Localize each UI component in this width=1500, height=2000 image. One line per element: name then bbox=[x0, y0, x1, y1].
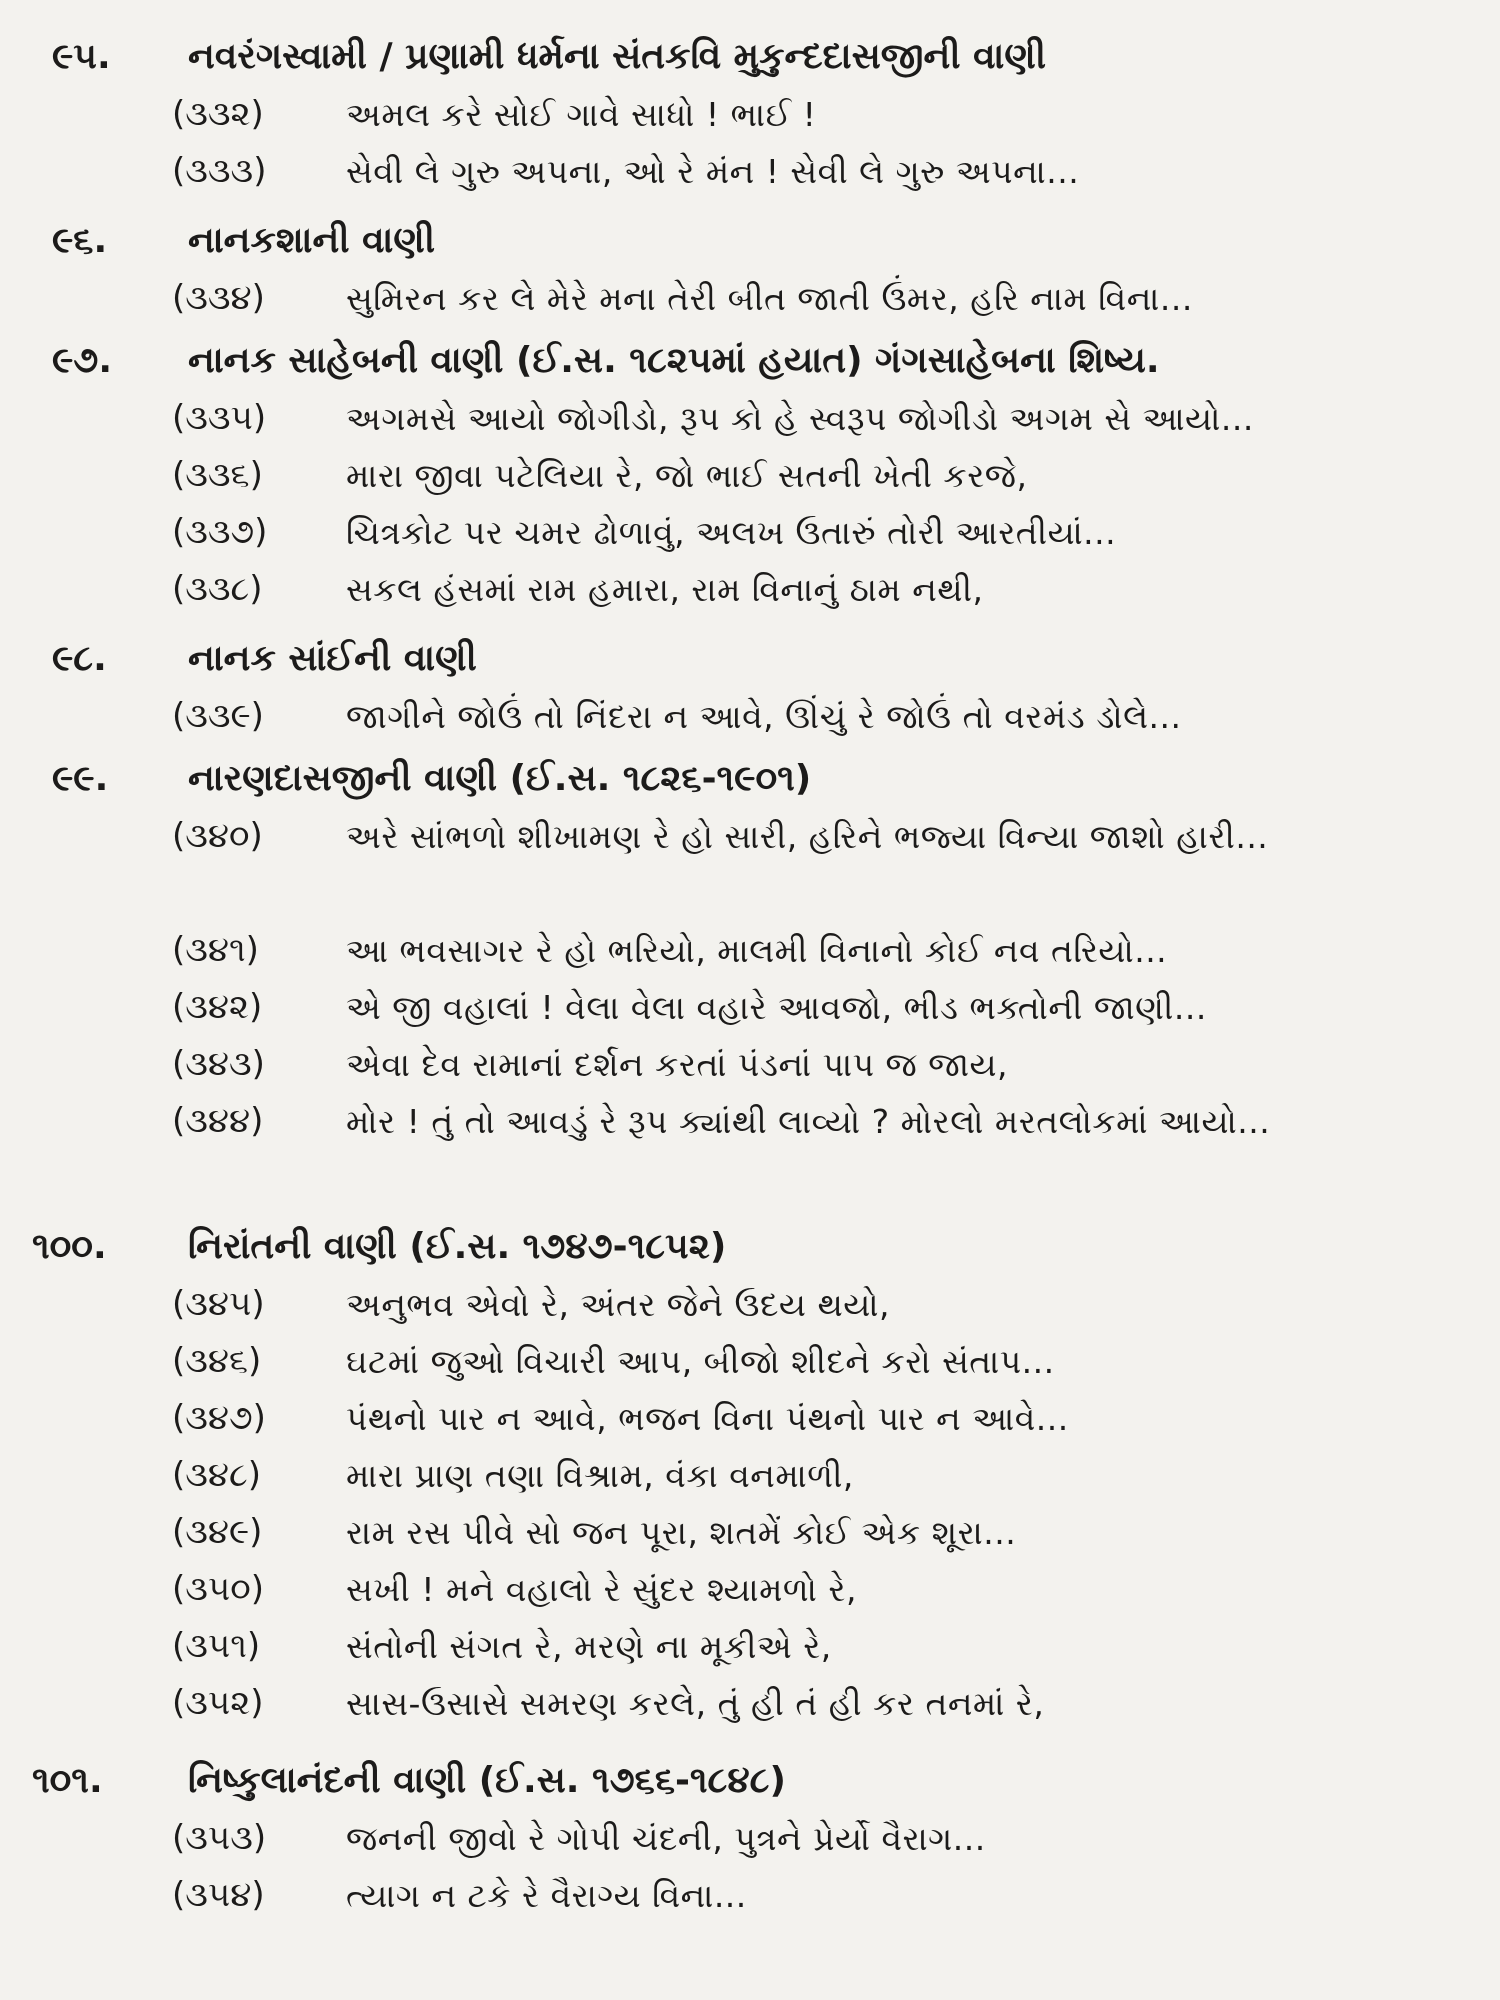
entry-text: સુમિરન કર લે મેરે મના તેરી બીત જાતી ઉંમર, હરિ નામ વિના... bbox=[346, 279, 1193, 318]
list-item bbox=[0, 1093, 1500, 1207]
entry-text: અનુભવ એવો રે, અંતર જેને ઉદય થયો, bbox=[346, 1285, 891, 1324]
section-heading bbox=[0, 332, 1500, 390]
entry-number: (૩૩૬) bbox=[172, 455, 263, 495]
entry-text: ચિત્રકોટ પર ચમર ઢોળાવું, અલખ ઉતારું તોરી આરતીયાં... bbox=[346, 513, 1117, 552]
entry-text: મારા પ્રાણ તણા વિશ્રામ, વંકા વનમાળી, bbox=[346, 1456, 854, 1495]
entry-number: (૩૪૭) bbox=[172, 1398, 266, 1438]
list-item bbox=[0, 390, 1500, 447]
list-item bbox=[0, 561, 1500, 618]
section-title: નાનક સાહેબની વાણી (ઈ.સ. ૧૮૨૫માં હયાત) ગંગસાહેબના શિષ્ય. bbox=[188, 340, 1160, 381]
section-heading bbox=[0, 1218, 1500, 1276]
list-item bbox=[0, 86, 1500, 143]
entry-number: (૩૪૩) bbox=[172, 1044, 265, 1084]
entry-number: (૩૫૨) bbox=[172, 1683, 264, 1723]
section-title: નિરાંતની વાણી (ઈ.સ. ૧૭૪૭-૧૮૫૨) bbox=[188, 1226, 727, 1267]
section-title: નિષ્કુલાનંદની વાણી (ઈ.સ. ૧૭૬૬-૧૮૪૮) bbox=[188, 1760, 786, 1801]
section-heading bbox=[0, 28, 1500, 86]
entry-number: (૩૪૪) bbox=[172, 1101, 264, 1141]
entry-text: આ ભવસાગર રે હો ભરિયો, માલમી વિનાનો કોઈ નવ તરિયો... bbox=[346, 931, 1168, 970]
entry-number: (૩૫૪) bbox=[172, 1875, 265, 1915]
entry-number: (૩૩૮) bbox=[172, 569, 263, 609]
list-item bbox=[0, 1276, 1500, 1333]
section-96 bbox=[0, 212, 1500, 327]
entry-text: પંથનો પાર ન આવે, ભજન વિના પંથનો પાર ન આવે... bbox=[346, 1399, 1069, 1438]
entry-text: એવા દેવ રામાનાં દર્શન કરતાં પંડનાં પાપ જ જાય, bbox=[346, 1045, 1009, 1084]
section-heading bbox=[0, 630, 1500, 688]
list-item bbox=[0, 1675, 1500, 1732]
list-item bbox=[0, 270, 1500, 327]
list-item bbox=[0, 1036, 1500, 1093]
entry-text: અગમસે આયો જોગીડો, રૂપ કો હે સ્વરૂપ જોગીડો અગમ સે આયો... bbox=[346, 399, 1254, 438]
entry-number: (૩૫૧) bbox=[172, 1626, 261, 1666]
entry-number: (૩૪૧) bbox=[172, 930, 259, 970]
entry-text: સકલ હંસમાં રામ હમારા, રામ વિનાનું ઠામ નથી, bbox=[346, 570, 984, 609]
list-item bbox=[0, 1618, 1500, 1675]
entry-text: મારા જીવા પટેલિયા રે, જો ભાઈ સતની ખેતી કરજે, bbox=[346, 456, 1028, 495]
entry-number: (૩૩૨) bbox=[172, 94, 264, 134]
entry-text: જનની જીવો રે ગોપી ચંદની, પુત્રને પ્રેર્યો વૈરાગ... bbox=[346, 1819, 986, 1858]
entry-text: સેવી લે ગુરુ અપના, ઓ રે મંન ! સેવી લે ગુરુ અપના... bbox=[346, 152, 1080, 191]
entry-number: (૩૩૯) bbox=[172, 696, 264, 736]
section-95 bbox=[0, 28, 1500, 200]
list-item bbox=[0, 979, 1500, 1036]
entry-number: (૩૪૫) bbox=[172, 1284, 265, 1324]
section-97 bbox=[0, 332, 1500, 618]
list-item bbox=[0, 143, 1500, 200]
entry-number: (૩૪૦) bbox=[172, 816, 263, 856]
list-item bbox=[0, 808, 1500, 922]
entry-number: (૩૫૦) bbox=[172, 1569, 264, 1609]
section-number: ૯૯. bbox=[52, 758, 109, 799]
list-item bbox=[0, 688, 1500, 745]
section-number: ૧૦૧. bbox=[32, 1760, 103, 1801]
section-number: ૯૭. bbox=[52, 340, 113, 381]
list-item bbox=[0, 1333, 1500, 1390]
entry-text: જાગીને જોઉં તો નિંદરા ન આવે, ઊંચું રે જોઉં તો વરમંડ ડોલે... bbox=[346, 697, 1182, 736]
list-item bbox=[0, 1504, 1500, 1561]
list-item bbox=[0, 1867, 1500, 1924]
entry-text: સાસ-ઉસાસે સમરણ કરલે, તું હી તં હી કર તનમાં રે, bbox=[346, 1684, 1045, 1723]
section-title: નાનક સાંઈની વાણી bbox=[188, 638, 477, 679]
list-item bbox=[0, 1561, 1500, 1618]
section-heading bbox=[0, 750, 1500, 808]
entry-text: સખી ! મને વહાલો રે સુંદર શ્યામળો રે, bbox=[346, 1570, 857, 1609]
section-heading bbox=[0, 1752, 1500, 1810]
entry-text: મોર ! તું તો આવડું રે રૂપ ક્યાંથી લાવ્યો ? મોરલો મરતલોકમાં આયો... bbox=[346, 1102, 1271, 1141]
list-item bbox=[0, 1390, 1500, 1447]
section-100 bbox=[0, 1218, 1500, 1732]
section-number: ૯૬. bbox=[52, 220, 108, 261]
entry-text: અમલ કરે સોઈ ગાવે સાધો ! ભાઈ ! bbox=[346, 95, 817, 134]
section-number: ૯૮. bbox=[52, 638, 107, 679]
list-item bbox=[0, 1447, 1500, 1504]
section-heading bbox=[0, 212, 1500, 270]
entry-text: અરે સાંભળો શીખામણ રે હો સારી, હરિને ભજ્યા વિન્યા જાશો હારી... bbox=[346, 817, 1269, 856]
entry-number: (૩૪૬) bbox=[172, 1341, 262, 1381]
entry-text: ઘટમાં જુઓ વિચારી આપ, બીજો શીદને કરો સંતાપ... bbox=[346, 1342, 1055, 1381]
list-item bbox=[0, 1810, 1500, 1867]
list-item bbox=[0, 504, 1500, 561]
section-number: ૧૦૦. bbox=[32, 1226, 107, 1267]
list-item bbox=[0, 922, 1500, 979]
section-number: ૯૫. bbox=[52, 36, 111, 77]
entry-number: (૩૩૩) bbox=[172, 151, 267, 191]
section-title: નારણદાસજીની વાણી (ઈ.સ. ૧૮૨૬-૧૯૦૧) bbox=[188, 758, 812, 799]
entry-number: (૩૩૫) bbox=[172, 398, 267, 438]
section-101 bbox=[0, 1752, 1500, 1924]
entry-number: (૩૫૩) bbox=[172, 1818, 267, 1858]
entry-text: રામ રસ પીવે સો જન પૂરા, શતમેં કોઈ એક શૂરા... bbox=[346, 1513, 1017, 1552]
entry-number: (૩૪૯) bbox=[172, 1512, 263, 1552]
section-title: નાનકશાની વાણી bbox=[188, 220, 436, 261]
entry-number: (૩૪૮) bbox=[172, 1455, 261, 1495]
entry-number: (૩૪૨) bbox=[172, 987, 263, 1027]
section-98 bbox=[0, 630, 1500, 745]
entry-text: એ જી વહાલાં ! વેલા વેલા વહારે આવજો, ભીડ ભક્તોની જાણી... bbox=[346, 988, 1207, 1027]
entry-text: સંતોની સંગત રે, મરણે ના મૂકીએ રે, bbox=[346, 1627, 832, 1666]
entry-text: ત્યાગ ન ટકે રે વૈરાગ્ય વિના... bbox=[346, 1876, 747, 1915]
section-title: નવરંગસ્વામી / પ્રણામી ધર્મના સંતકવિ મુકુન્દદાસજીની વાણી bbox=[188, 36, 1047, 77]
entry-number: (૩૩૪) bbox=[172, 278, 265, 318]
section-99 bbox=[0, 750, 1500, 1207]
list-item bbox=[0, 447, 1500, 504]
entry-number: (૩૩૭) bbox=[172, 512, 268, 552]
